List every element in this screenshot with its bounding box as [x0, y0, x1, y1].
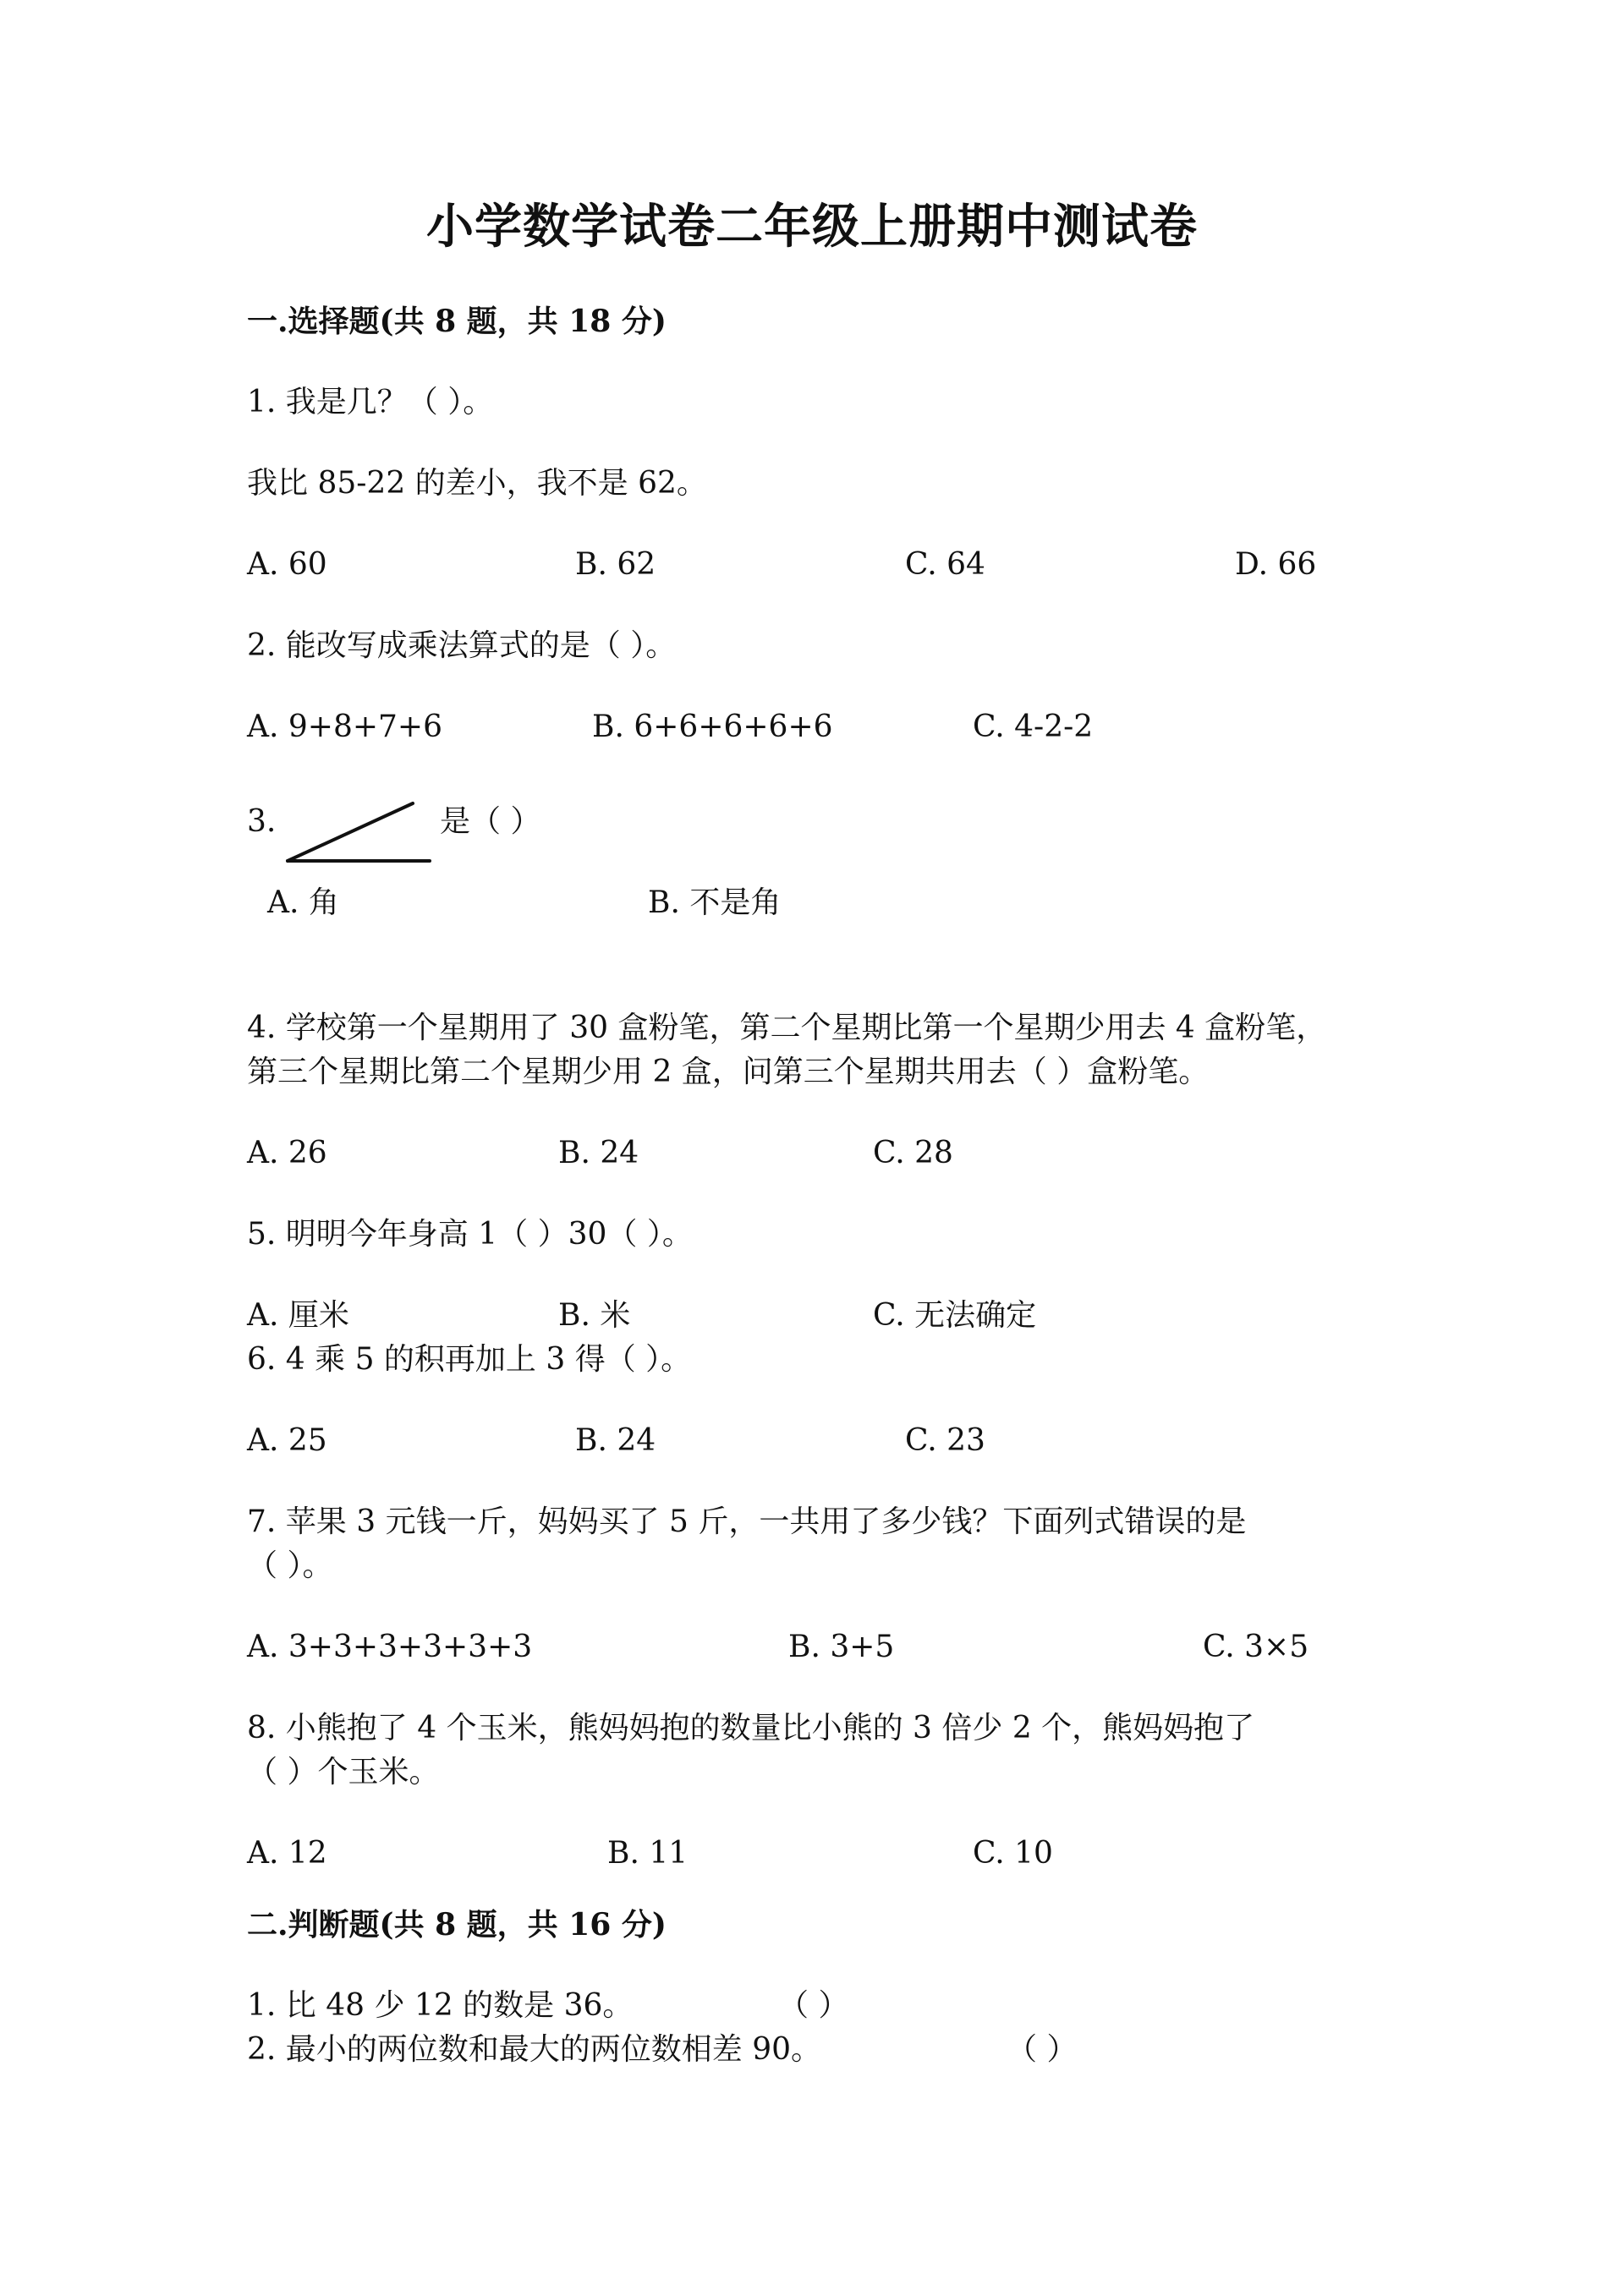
question-4-option-b: B. 24	[558, 1136, 639, 1170]
question-6-option-c: C. 23	[905, 1423, 985, 1458]
angle-ray-upper	[288, 803, 413, 861]
judgement-2-text: 2. 最小的两位数和最大的两位数相差 90。	[247, 2032, 822, 2067]
question-8-option-b: B. 11	[607, 1836, 689, 1871]
question-6-option-b: B. 24	[575, 1423, 656, 1458]
question-6-option-a: A. 25	[247, 1423, 327, 1458]
question-1-condition: 我比 85-22 的差小，我不是 62。	[247, 466, 707, 501]
question-4-line-1: 4. 学校第一个星期用了 30 盒粉笔，第二个星期比第一个星期少用去 4 盒粉笔，	[247, 1011, 1327, 1045]
judgement-2-blank: （ ）	[1007, 2032, 1078, 2067]
question-4-option-c: C. 28	[873, 1136, 953, 1170]
question-2-option-a: A. 9+8+7+6	[247, 710, 442, 744]
question-3-option-a: A. 角	[267, 885, 339, 920]
question-2-option-c: C. 4-2-2	[973, 710, 1094, 744]
question-1-option-a: A. 60	[247, 547, 327, 582]
question-7-line-1: 7. 苹果 3 元钱一斤，妈妈买了 5 斤，一共用了多少钱？下面列式错误的是	[247, 1504, 1247, 1539]
question-5-option-b: B. 米	[558, 1298, 631, 1333]
question-3-number: 3.	[247, 804, 277, 839]
question-7-option-a: A. 3+3+3+3+3+3	[247, 1630, 533, 1664]
question-2-stem: 2. 能改写成乘法算式的是（ ）。	[247, 628, 677, 663]
question-3-stem: 是（ ）	[440, 804, 541, 839]
question-8-line-1: 8. 小熊抱了 4 个玉米，熊妈妈抱的数量比小熊的 3 倍少 2 个，熊妈妈抱了	[247, 1711, 1255, 1745]
question-5-stem: 5. 明明今年身高 1（ ）30（ ）。	[247, 1217, 693, 1252]
section-heading-choice: 一.选择题(共 8 题，共 18 分)	[247, 304, 667, 339]
judgement-1-text: 1. 比 48 少 12 的数是 36。	[247, 1988, 634, 2023]
question-5-option-a: A. 厘米	[247, 1298, 349, 1333]
question-8-line-2: （ ）个玉米。	[247, 1755, 440, 1789]
page-title: 小学数学试卷二年级上册期中测试卷	[426, 199, 1198, 255]
question-2-option-b: B. 6+6+6+6+6	[592, 710, 833, 744]
question-7-line-2: （ ）。	[247, 1548, 333, 1583]
question-1-option-d: D. 66	[1235, 547, 1317, 582]
question-1-stem: 1. 我是几？（ ）。	[247, 385, 494, 419]
question-1-option-c: C. 64	[905, 547, 985, 582]
question-7-option-c: C. 3×5	[1203, 1630, 1309, 1664]
question-4-option-a: A. 26	[247, 1136, 327, 1170]
question-6-stem: 6. 4 乘 5 的积再加上 3 得（ ）。	[247, 1342, 692, 1377]
question-7-option-b: B. 3+5	[788, 1630, 895, 1664]
judgement-1-blank: （ ）	[778, 1988, 849, 2023]
question-4-line-2: 第三个星期比第二个星期少用 2 盒，问第三个星期共用去（ ）盒粉笔。	[247, 1055, 1210, 1089]
angle-figure	[279, 795, 440, 863]
section-heading-judgement: 二.判断题(共 8 题，共 16 分)	[247, 1907, 667, 1943]
question-8-option-c: C. 10	[973, 1836, 1053, 1871]
question-5-option-c: C. 无法确定	[873, 1298, 1037, 1333]
question-8-option-a: A. 12	[247, 1836, 327, 1871]
question-3-option-b: B. 不是角	[648, 885, 782, 920]
question-1-option-b: B. 62	[575, 547, 656, 582]
